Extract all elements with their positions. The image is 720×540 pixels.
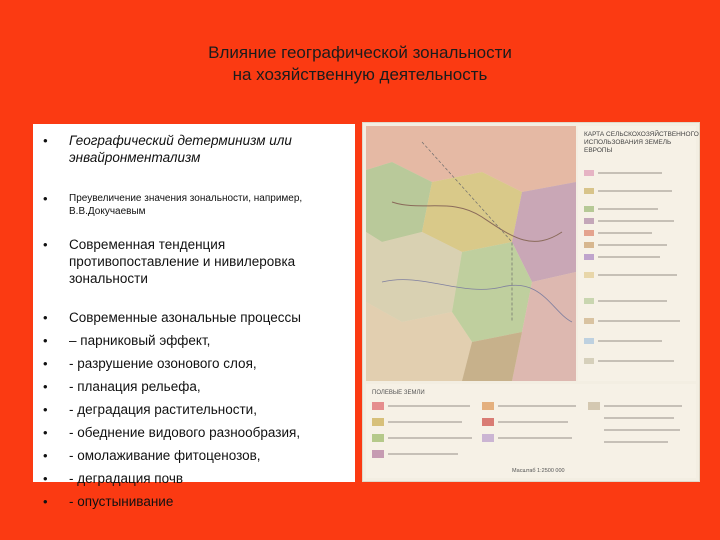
bullet-item [43, 355, 349, 372]
bullet-text: – парниковый эффект, [69, 333, 211, 348]
slide-title [0, 42, 720, 86]
legend-swatch [584, 272, 594, 278]
bullet-text: - опустынивание [69, 494, 174, 509]
bullet-item [43, 132, 349, 166]
bullet-dot-icon: • [43, 310, 48, 325]
legend-swatch [482, 402, 494, 410]
bullet-item [43, 470, 349, 487]
legend-swatch [372, 434, 384, 442]
legend-swatch [584, 206, 594, 212]
legend-swatch [584, 242, 594, 248]
land-use-map-image [362, 122, 700, 482]
map-legend [578, 126, 696, 381]
map-bottom-label: ПОЛЕВЫЕ ЗЕМЛИ [372, 390, 425, 396]
bullet-text: - обеднение видового разнообразия, [69, 425, 301, 440]
bullet-dot-icon: • [43, 494, 48, 509]
bullet-dot-icon: • [43, 448, 48, 463]
bullet-dot-icon: • [43, 425, 48, 440]
title-line-2: на хозяйственную деятельность [232, 65, 488, 84]
legend-swatch [372, 402, 384, 410]
legend-swatch [584, 254, 594, 260]
bullet-item [43, 236, 349, 287]
bullet-dot-icon: • [43, 191, 48, 206]
legend-swatch [584, 338, 594, 344]
bullet-text: Современные азональные процессы [69, 310, 301, 325]
bullet-dot-icon: • [43, 237, 48, 252]
bullet-text: Географический детерминизм или энвайронментализм [69, 133, 292, 165]
map-heading: КАРТА СЕЛЬСКОХОЗЯЙСТВЕННОГО [584, 131, 699, 138]
bullet-text: Преувеличение значения зональности, например, В.В.Докучаевым [69, 193, 303, 217]
bullet-dot-icon: • [43, 402, 48, 417]
legend-swatch [372, 418, 384, 426]
bullet-item [43, 401, 349, 418]
map-bottom-legend [366, 384, 696, 478]
bullet-dot-icon: • [43, 133, 48, 148]
legend-swatch [482, 418, 494, 426]
bullet-dot-icon: • [43, 471, 48, 486]
legend-swatch [584, 188, 594, 194]
bullet-item [43, 332, 349, 349]
map-heading: ИСПОЛЬЗОВАНИЯ ЗЕМЕЛЬ [584, 139, 672, 146]
legend-swatch [372, 450, 384, 458]
legend-swatch [584, 358, 594, 364]
bullet-item [43, 192, 349, 218]
bullet-text: - разрушение озонового слоя, [69, 356, 257, 371]
bullet-item [43, 309, 349, 326]
bullet-dot-icon: • [43, 379, 48, 394]
legend-swatch [584, 170, 594, 176]
bullet-item [43, 447, 349, 464]
bullet-dot-icon: • [43, 333, 48, 348]
bullet-list [43, 132, 349, 510]
title-line-1: Влияние географической зональности [208, 43, 512, 62]
bullet-panel [33, 124, 355, 509]
legend-swatch [588, 402, 600, 410]
map-graphic [362, 122, 700, 482]
legend-swatch [584, 218, 594, 224]
legend-swatch [584, 298, 594, 304]
bullet-item [43, 493, 349, 510]
bullet-text: - планация рельефа, [69, 379, 201, 394]
bullet-item [43, 378, 349, 395]
map-scale: Масштаб 1:2500 000 [512, 468, 565, 474]
map-heading: ЕВРОПЫ [584, 147, 613, 154]
bullet-text: - омолаживание фитоценозов, [69, 448, 261, 463]
legend-swatch [584, 230, 594, 236]
map-region-beige [366, 232, 462, 322]
bullet-item [43, 424, 349, 441]
legend-swatch [482, 434, 494, 442]
bullet-text: Современная тенденция противопоставление и нивилеровка зональности [69, 237, 296, 286]
legend-swatch [584, 318, 594, 324]
bullet-dot-icon: • [43, 356, 48, 371]
bullet-text: - деградация почв [69, 471, 184, 486]
bullet-text: - деградация растительности, [69, 402, 257, 417]
